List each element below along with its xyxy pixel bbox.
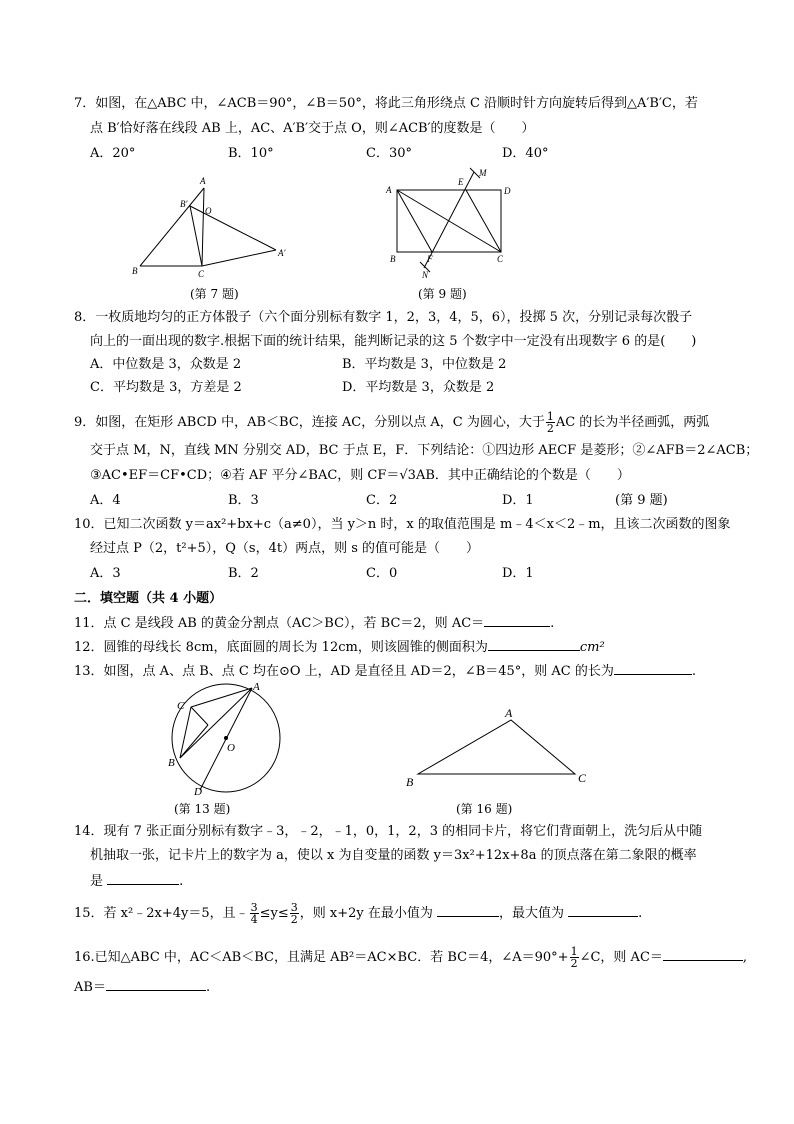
q9-line1-part1: 9．如图，在矩形 ABCD 中，AB＜BC，连接 AC，分别以点 A，C 为圆心，大于 <box>74 415 545 430</box>
f9-label-c: C <box>497 254 504 264</box>
q12-answer-blank[interactable] <box>488 638 580 651</box>
q13-answer-blank[interactable] <box>614 662 692 675</box>
f13-label-a: A <box>253 681 260 693</box>
q9-fraction <box>546 411 555 434</box>
f9-label-n: N <box>422 270 429 280</box>
figure-7 <box>128 170 298 280</box>
q16-fraction <box>570 946 579 969</box>
q9-line3-part2: AB．其中正确结论的个数是（ ） <box>415 468 630 483</box>
q16-part-b: ∠C，则 AC＝ <box>579 950 663 965</box>
q9-option-a: A．4 <box>90 493 121 508</box>
q13-text: 13．如图，点 A、点 B、点 C 均在⊙O 上，AD 是直径且 AD＝2，∠B＝45°，则 AC 的长为 <box>74 664 614 679</box>
q16-line2-text: AB＝ <box>74 980 106 995</box>
f13-center-dot <box>224 736 228 740</box>
f7-label-bprime: B′ <box>180 199 188 209</box>
figure-13 <box>160 678 290 798</box>
q14-line1: 14．现有 7 张正面分别标有数字﹣3，﹣2，﹣1，0，1，2，3 的相同卡片，将它们背面朝上，洗匀后从中随 <box>74 824 703 839</box>
q11-end: . <box>550 616 555 631</box>
f16-label-b: B <box>406 775 414 789</box>
f9-label-a: A <box>386 185 392 195</box>
figure-16 <box>400 704 600 794</box>
q9-line1-part2: AC 的长为半径画弧，两弧 <box>555 415 710 430</box>
q15-fraction-1 <box>250 902 259 925</box>
q15-end: . <box>638 906 643 921</box>
q16-end2: . <box>205 980 211 995</box>
q10-option-c: C．0 <box>366 566 398 581</box>
q7-line2: 点 B′恰好落在线段 AB 上，AC、A′B′交于点 O，则∠ACB′的度数是（ ） <box>90 121 535 136</box>
f13-label-c: C <box>177 700 185 712</box>
q14-end: . <box>179 874 184 889</box>
q15-f1-num: 3 <box>250 901 258 914</box>
q9-sqrt: √3 <box>399 468 416 483</box>
f16-label-a: A <box>505 706 513 720</box>
q13-end: . <box>691 664 697 679</box>
q16-line2 <box>74 978 210 996</box>
q8-option-a: A．中位数是 3，众数是 2 <box>90 357 242 372</box>
q15-part-c: ，则 x+2y 在最小值为 <box>299 906 433 921</box>
q16-part-a: 16.已知△ABC 中，AC＜AB＜BC，且满足 AB²＝AC×BC．若 BC＝4，∠A＝90°+ <box>74 950 569 965</box>
q16-line1 <box>74 946 747 969</box>
f9-label-d: D <box>504 186 511 196</box>
q9-option-b: B．3 <box>228 493 259 508</box>
q9-frac-num: 1 <box>546 410 554 423</box>
q11-text: 11．点 C 是线段 AB 的黄金分割点（AC＞BC），若 BC＝2，则 AC＝ <box>74 616 485 631</box>
q15-f1-den: 4 <box>250 913 258 926</box>
q12-unit: cm² <box>579 640 605 655</box>
f7-label-b: B <box>132 266 138 276</box>
q15-min-blank[interactable] <box>437 904 499 917</box>
q12-line <box>74 638 605 656</box>
q10-option-a: A．3 <box>90 566 121 581</box>
q15-part-a: 15．若 x²﹣2x+4y＝5，且﹣ <box>74 906 249 921</box>
f9-label-f: F <box>427 254 433 264</box>
q11-line <box>74 614 554 632</box>
q11-answer-blank[interactable] <box>484 614 550 627</box>
q12-text: 12．圆锥的母线长 8cm，底面圆的周长为 12cm，则该圆锥的侧面积为 <box>74 640 488 655</box>
f9-label-m: M <box>479 168 487 178</box>
q7-option-b: B．10° <box>228 146 274 161</box>
q15-f2-num: 3 <box>290 901 298 914</box>
f13-label-o: O <box>227 742 235 754</box>
q16-end: , <box>742 950 748 965</box>
q10-line1: 10．已知二次函数 y＝ax²+bx+c（a≠0），当 y＞n 时，x 的取值范围是 m﹣4＜x＜2﹣m，且该二次函数的图象 <box>74 517 731 532</box>
q16-f-num: 1 <box>570 945 578 958</box>
q15-max-blank[interactable] <box>568 904 638 917</box>
q9-figure-tag: (第 9 题) <box>615 493 668 508</box>
figure-7-caption: (第 7 题) <box>190 287 239 301</box>
q8-option-d: D．平均数是 3，众数是 2 <box>342 380 495 395</box>
q9-line3 <box>90 468 630 484</box>
q16-f-den: 2 <box>570 957 578 970</box>
f9-label-e: E <box>458 177 464 187</box>
q8-option-c: C．平均数是 3，方差是 2 <box>90 380 242 395</box>
q9-line1 <box>74 411 709 434</box>
q8-option-b: B．平均数是 3，中位数是 2 <box>342 357 507 372</box>
f9-label-b: B <box>390 254 396 264</box>
q9-line3-part1: ③AC•EF＝CF•CD；④若 AF 平分∠BAC，则 CF＝ <box>90 468 400 483</box>
q15-fraction-2 <box>290 902 299 925</box>
q15-part-d: ，最大值为 <box>499 906 565 921</box>
q9-line2: 交于点 M，N，直线 MN 分别交 AD，BC 于点 E，F．下列结论：①四边形 AECF 是菱形；②∠AFB＝2∠ACB； <box>90 443 759 458</box>
q7-option-c: C．30° <box>366 146 412 161</box>
q7-option-d: D．40° <box>502 146 549 161</box>
q14-line3 <box>90 872 183 890</box>
figure-13-caption: (第 13 题) <box>174 802 231 816</box>
q10-option-b: B．2 <box>228 566 259 581</box>
f7-label-o: O <box>205 206 212 216</box>
q15-f2-den: 2 <box>290 913 298 926</box>
f7-label-aprime: A′ <box>278 248 286 258</box>
figure-9 <box>380 164 530 282</box>
q7-option-a: A．20° <box>90 146 136 161</box>
q14-line2: 机抽取一张，记卡片上的数字为 a，使以 x 为自变量的函数 y＝3x²+12x+8a 的顶点落在第二象限的概率 <box>90 848 697 863</box>
q15-line <box>74 902 642 925</box>
f7-label-a: A <box>200 176 206 186</box>
q16-ab-blank[interactable] <box>106 978 206 991</box>
q9-frac-den: 2 <box>546 422 554 435</box>
q8-line2: 向上的一面出现的数字.根据下面的统计结果，能判断记录的这 5 个数字中一定没有出现数字 6 的是( ) <box>90 334 697 349</box>
q9-option-d: D．1 <box>502 493 534 508</box>
section-fill-in-title: 二．填空题（共 4 小题） <box>74 591 223 606</box>
figure-9-caption: (第 9 题) <box>418 287 467 301</box>
figure-16-caption: (第 16 题) <box>456 802 513 816</box>
q10-line2: 经过点 P（2，t²+5），Q（s，4t）两点，则 s 的值可能是（ ） <box>90 541 480 556</box>
f7-label-c: C <box>198 269 205 279</box>
f16-label-c: C <box>578 771 587 785</box>
q14-line3-text: 是 <box>90 874 104 889</box>
q10-option-d: D．1 <box>502 566 534 581</box>
q15-part-b: ≤y≤ <box>259 906 289 921</box>
q14-answer-blank[interactable] <box>107 872 179 885</box>
f13-label-d: D <box>194 786 202 798</box>
q16-ac-blank[interactable] <box>663 948 743 961</box>
f13-label-b: B <box>168 757 175 769</box>
q7-line1: 7．如图，在△ABC 中，∠ACB＝90°，∠B＝50°，将此三角形绕点 C 沿顺时针方向旋转后得到△A′B′C，若 <box>74 96 698 111</box>
q9-option-c: C．2 <box>366 493 398 508</box>
q8-line1: 8．一枚质地均匀的正方体骰子（六个面分别标有数字 1，2，3，4，5，6），投掷 5 次，分别记录每次骰子 <box>74 310 693 325</box>
